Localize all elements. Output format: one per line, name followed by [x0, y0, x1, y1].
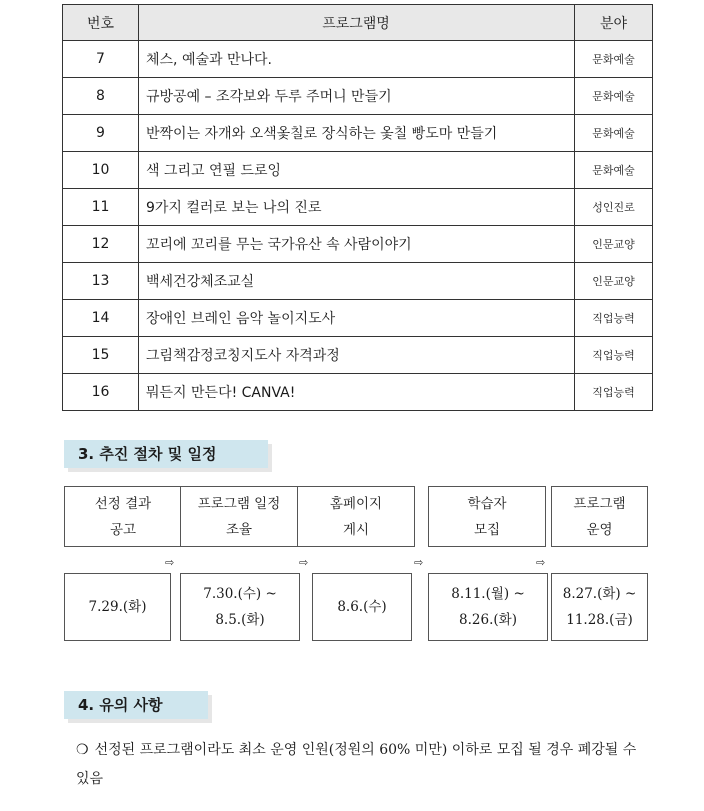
notice-item — [76, 736, 641, 794]
row-field: 인문교양 — [575, 263, 653, 300]
date-line2: 8.26.(화) — [459, 612, 517, 628]
date-line1: 8.27.(화) ~ — [562, 586, 637, 602]
row-no: 9 — [63, 115, 139, 152]
step-line1: 선정 결과 — [94, 495, 152, 512]
row-no: 7 — [63, 41, 139, 78]
date-line1: 8.6.(수) — [337, 599, 387, 615]
row-name: 반짝이는 자개와 오색옻칠로 장식하는 옻칠 빵도마 만들기 — [139, 115, 575, 152]
step-line2: 운영 — [586, 521, 613, 538]
row-no: 10 — [63, 152, 139, 189]
row-name: 장애인 브레인 음악 놀이지도사 — [139, 300, 575, 337]
row-no: 13 — [63, 263, 139, 300]
row-field: 직업능력 — [575, 300, 653, 337]
date-line1: 8.11.(월) ~ — [451, 586, 525, 602]
step-line1: 프로그램 — [573, 495, 626, 512]
row-no: 15 — [63, 337, 139, 374]
row-field: 직업능력 — [575, 337, 653, 374]
step-line2: 공고 — [109, 521, 137, 538]
step-line1: 학습자 — [467, 495, 507, 512]
row-no: 11 — [63, 189, 139, 226]
table-row — [63, 189, 653, 226]
section-3-title: 3. 추진 절차 및 일정 — [64, 440, 268, 468]
header-field: 분야 — [575, 5, 653, 41]
row-field: 인문교양 — [575, 226, 653, 263]
table-row — [63, 374, 653, 411]
date-operation — [551, 573, 648, 641]
table-row — [63, 152, 653, 189]
row-field: 문화예술 — [575, 115, 653, 152]
step-schedule — [180, 486, 298, 547]
date-line1: 7.30.(수) ~ — [203, 586, 277, 602]
table-header-row — [63, 5, 653, 41]
step-line1: 홈페이지 — [329, 495, 383, 512]
step-line1: 프로그램 일정 — [197, 495, 281, 512]
row-name: 체스, 예술과 만나다. — [139, 41, 575, 78]
step-line2: 조율 — [225, 521, 253, 538]
row-no: 8 — [63, 78, 139, 115]
arrow-right-icon: ⇨ — [299, 556, 309, 569]
section-4-title: 4. 유의 사항 — [64, 691, 208, 719]
row-name: 색 그리고 연필 드로잉 — [139, 152, 575, 189]
table-row — [63, 226, 653, 263]
table-row — [63, 78, 653, 115]
row-field: 문화예술 — [575, 152, 653, 189]
date-recruitment — [428, 573, 548, 641]
row-field: 문화예술 — [575, 41, 653, 78]
table-row — [63, 115, 653, 152]
program-table — [62, 4, 653, 411]
step-line2: 게시 — [342, 521, 370, 538]
table-row — [63, 300, 653, 337]
table-row — [63, 263, 653, 300]
arrow-right-icon: ⇨ — [165, 556, 175, 569]
arrow-right-icon: ⇨ — [414, 556, 424, 569]
header-name: 프로그램명 — [139, 5, 575, 41]
date-line2: 11.28.(금) — [566, 612, 633, 628]
row-no: 14 — [63, 300, 139, 337]
date-line1: 7.29.(화) — [88, 599, 147, 615]
date-schedule — [180, 573, 300, 641]
row-no: 16 — [63, 374, 139, 411]
step-operation — [551, 486, 648, 547]
row-field: 직업능력 — [575, 374, 653, 411]
row-name: 백세건강체조교실 — [139, 263, 575, 300]
date-line2: 8.5.(화) — [215, 612, 265, 628]
row-name: 꼬리에 꼬리를 무는 국가유산 속 사람이야기 — [139, 226, 575, 263]
row-name: 뭐든지 만든다! CANVA! — [139, 374, 575, 411]
row-name: 9가지 컬러로 보는 나의 진로 — [139, 189, 575, 226]
table-row — [63, 41, 653, 78]
arrow-right-icon: ⇨ — [536, 556, 546, 569]
step-announcement — [64, 486, 182, 547]
table-row — [63, 337, 653, 374]
row-no: 12 — [63, 226, 139, 263]
row-name: 그림책감정코칭지도사 자격과정 — [139, 337, 575, 374]
header-no: 번호 — [63, 5, 139, 41]
date-announcement — [64, 573, 171, 641]
step-homepage — [297, 486, 415, 547]
step-line2: 모집 — [473, 521, 501, 538]
row-name: 규방공예 – 조각보와 두루 주머니 만들기 — [139, 78, 575, 115]
step-recruitment — [428, 486, 546, 547]
row-field: 성인진로 — [575, 189, 653, 226]
notice-text: 선정된 프로그램이라도 최소 운영 인원(정원의 60% 미만) 이하로 모집 될 경우 폐강될 수 있음 — [76, 742, 637, 787]
row-field: 문화예술 — [575, 78, 653, 115]
date-homepage — [312, 573, 412, 641]
circle-bullet-icon: ❍ — [76, 742, 89, 758]
